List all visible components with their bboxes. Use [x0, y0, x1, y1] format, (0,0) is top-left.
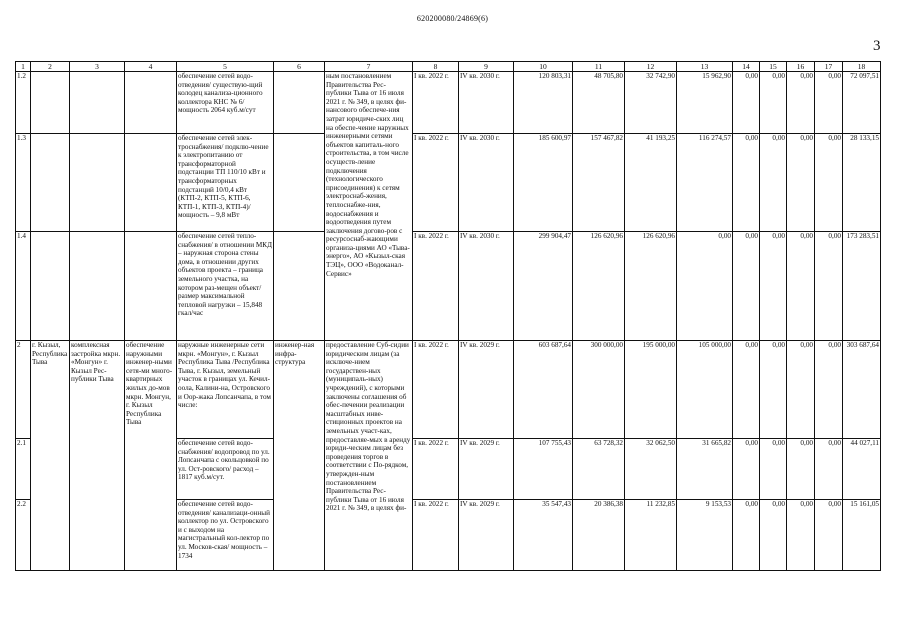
- object-description: обеспечение сетей водо-отведения/ канализаци-онный коллектор по ул. Островского и с выходом на магистральный кол-лектор по ул. Москов-ская/ мощность – 1734: [177, 500, 274, 571]
- value-col17: 0,00: [815, 232, 843, 341]
- value-col10: 299 904,47: [514, 232, 573, 341]
- value-col11: 126 620,96: [573, 232, 625, 341]
- column-number-header: [16, 62, 881, 72]
- header-cell: 3: [70, 62, 125, 72]
- end-period: IV кв. 2029 г.: [459, 341, 514, 439]
- header-cell: 13: [677, 62, 733, 72]
- header-cell: 1: [16, 62, 31, 72]
- value-col17: 0,00: [815, 341, 843, 439]
- object-description: обеспечение сетей водо-снабжения/ водопровод по ул. Лопсанчапа с окольцовкой по ул. Ост-ровского/ расход – 1817 куб.м/сут.: [177, 439, 274, 500]
- value-col16: 0,00: [787, 72, 815, 134]
- value-col14: 0,00: [733, 232, 760, 341]
- value-col11: 300 000,00: [573, 341, 625, 439]
- value-col11: 157 467,82: [573, 134, 625, 232]
- project-name-cell: комплексная застройка мкрн. «Монгун» г. Кызыл Рес-публики Тыва: [70, 341, 125, 571]
- value-col13: 0,00: [677, 232, 733, 341]
- value-col11: 63 728,32: [573, 439, 625, 500]
- value-col12: 126 620,96: [625, 232, 677, 341]
- value-col18: 303 687,64: [843, 341, 881, 439]
- value-col16: 0,00: [787, 232, 815, 341]
- registry-table: [15, 61, 881, 571]
- header-cell: 9: [459, 62, 514, 72]
- header-cell: 12: [625, 62, 677, 72]
- value-col13: 15 962,90: [677, 72, 733, 134]
- value-col12: 195 000,00: [625, 341, 677, 439]
- value-col14: 0,00: [733, 439, 760, 500]
- value-col15: 0,00: [760, 439, 787, 500]
- header-cell: 15: [760, 62, 787, 72]
- value-col10: 185 600,97: [514, 134, 573, 232]
- value-col10: 35 547,43: [514, 500, 573, 571]
- value-col12: 41 193,25: [625, 134, 677, 232]
- end-period: IV кв. 2030 г.: [459, 232, 514, 341]
- value-col12: 32 742,90: [625, 72, 677, 134]
- start-period: I кв. 2022 г.: [413, 500, 459, 571]
- end-period: IV кв. 2030 г.: [459, 72, 514, 134]
- value-col18: 15 161,05: [843, 500, 881, 571]
- value-col10: 107 755,43: [514, 439, 573, 500]
- table-row: [16, 341, 881, 439]
- start-period: I кв. 2022 г.: [413, 72, 459, 134]
- page-number: 3: [873, 38, 881, 54]
- value-col12: 11 232,85: [625, 500, 677, 571]
- value-col15: 0,00: [760, 341, 787, 439]
- table-row: [16, 72, 881, 134]
- row-number: 2: [16, 341, 31, 439]
- value-col16: 0,00: [787, 439, 815, 500]
- project-goal-cell: обеспечение наружными инженер-ными сетя-ми много-квартирных жилых до-мов мкрн. Монгун, г. Кызыл Республика Тыва: [125, 341, 177, 571]
- header-cell: 4: [125, 62, 177, 72]
- row-number: 1.2: [16, 72, 31, 134]
- object-type-cell: инженер-ная инфра-структура: [274, 341, 325, 571]
- table-row: [16, 232, 881, 341]
- document-id: 620200080/24869(6): [416, 14, 489, 23]
- object-description: обеспечение сетей тепло-снабжения/ в отношении МКД – наружная сторона стены дома, в отношении других объектов проекта – граница земельного участка, на котором раз-мещен объект/ размер максимальной тепловой нагрузки – 15,848 гкал/час: [177, 232, 274, 341]
- header-cell: 16: [787, 62, 815, 72]
- value-col18: 28 133,15: [843, 134, 881, 232]
- row-number: 2.1: [16, 439, 31, 500]
- start-period: I кв. 2022 г.: [413, 134, 459, 232]
- value-col15: 0,00: [760, 134, 787, 232]
- value-col10: 603 687,64: [514, 341, 573, 439]
- value-col18: 44 027,11: [843, 439, 881, 500]
- value-col17: 0,00: [815, 500, 843, 571]
- header-cell: 7: [325, 62, 413, 72]
- value-col15: 0,00: [760, 232, 787, 341]
- header-cell: 5: [177, 62, 274, 72]
- header-cell: 14: [733, 62, 760, 72]
- value-col14: 0,00: [733, 341, 760, 439]
- value-col17: 0,00: [815, 72, 843, 134]
- value-col14: 0,00: [733, 134, 760, 232]
- value-col18: 72 097,51: [843, 72, 881, 134]
- header-cell: 6: [274, 62, 325, 72]
- purpose-text-block-2: предоставление Суб-сидии юридическим лицам (за исключе-нием государствен-ных (муниципаль-ных) учреждений), с которыми заключены соглашения об обес-печении реализации масштабных инве-стиционных проектов на земельных участ-ках, предоставляе-мых в аренду юриди-ческим лицам без проведения торгов в соответствии с По-рядком, утвержден-ным постановлением Правительства Рес-публики Тыва от 16 июля 2021 г. № 349, в целях фи-: [325, 341, 413, 571]
- header-cell: 2: [31, 62, 70, 72]
- row-number: 1.4: [16, 232, 31, 341]
- start-period: I кв. 2022 г.: [413, 439, 459, 500]
- purpose-text-block-1: ным постановлением Правительства Рес-публики Тыва от 16 июля 2021 г. № 349, в целях фи-нансового обеспече-ния затрат юридиче-ских лиц на обеспе-чение наружных инженерными сетями объектов капиталь-ного строительства, в том числе осуществ-ление подключения (технологического присоединения) к сетям электроснаб-жения, теплоснабже-ния, водоснабжения и водоотведения путем заключения догово-ров с ресурсоснаб-жающими организа-циями АО «Тыва-энерго», АО «Кызыл-ская ТЭЦ», ООО «Водоканал-Сервис»: [325, 72, 413, 341]
- header-cell: 17: [815, 62, 843, 72]
- header-cell: 18: [843, 62, 881, 72]
- value-col10: 120 803,31: [514, 72, 573, 134]
- value-col15: 0,00: [760, 72, 787, 134]
- value-col17: 0,00: [815, 439, 843, 500]
- value-col11: 20 386,38: [573, 500, 625, 571]
- value-col13: 9 153,53: [677, 500, 733, 571]
- value-col11: 48 705,80: [573, 72, 625, 134]
- header-cell: 8: [413, 62, 459, 72]
- start-period: I кв. 2022 г.: [413, 341, 459, 439]
- value-col13: 105 000,00: [677, 341, 733, 439]
- object-description: обеспечение сетей водо-отведения/ существую-щий колодец канализа-ционного коллектора КНС № 6/ мощность 2064 куб.м/сут: [177, 72, 274, 134]
- value-col16: 0,00: [787, 341, 815, 439]
- value-col15: 0,00: [760, 500, 787, 571]
- value-col17: 0,00: [815, 134, 843, 232]
- value-col16: 0,00: [787, 500, 815, 571]
- object-description: наружные инженерные сети мкрн. «Монгун», г. Кызыл Республика Тыва /Республика Тыва, г. Кызыл, земельный участок в границах ул. Кечил-оола, Калини-на, Островского и Оор-жака Лопсанчапа, в том числе:: [177, 341, 274, 439]
- start-period: I кв. 2022 г.: [413, 232, 459, 341]
- row-number: 1.3: [16, 134, 31, 232]
- value-col18: 173 283,51: [843, 232, 881, 341]
- value-col12: 32 062,50: [625, 439, 677, 500]
- location-cell: г. Кызыл, Республика Тыва: [31, 341, 70, 571]
- end-period: IV кв. 2029 г.: [459, 439, 514, 500]
- value-col14: 0,00: [733, 72, 760, 134]
- value-col13: 31 665,82: [677, 439, 733, 500]
- row-number: 2.2: [16, 500, 31, 571]
- value-col16: 0,00: [787, 134, 815, 232]
- value-col14: 0,00: [733, 500, 760, 571]
- header-cell: 11: [573, 62, 625, 72]
- header-cell: 10: [514, 62, 573, 72]
- value-col13: 116 274,57: [677, 134, 733, 232]
- end-period: IV кв. 2029 г.: [459, 500, 514, 571]
- end-period: IV кв. 2030 г.: [459, 134, 514, 232]
- object-description: обеспечение сетей элек-троснабжения/ подклю-чение к электропитанию от трансформаторной подстанции ТП 110/10 кВт и трансформаторных подстанций 10/0,4 кВт (КТП-2, КТП-5, КТП-6, КТП-1, КТП-3, КТП-4)/ мощность – 9,8 мВт: [177, 134, 274, 232]
- table-row: [16, 134, 881, 232]
